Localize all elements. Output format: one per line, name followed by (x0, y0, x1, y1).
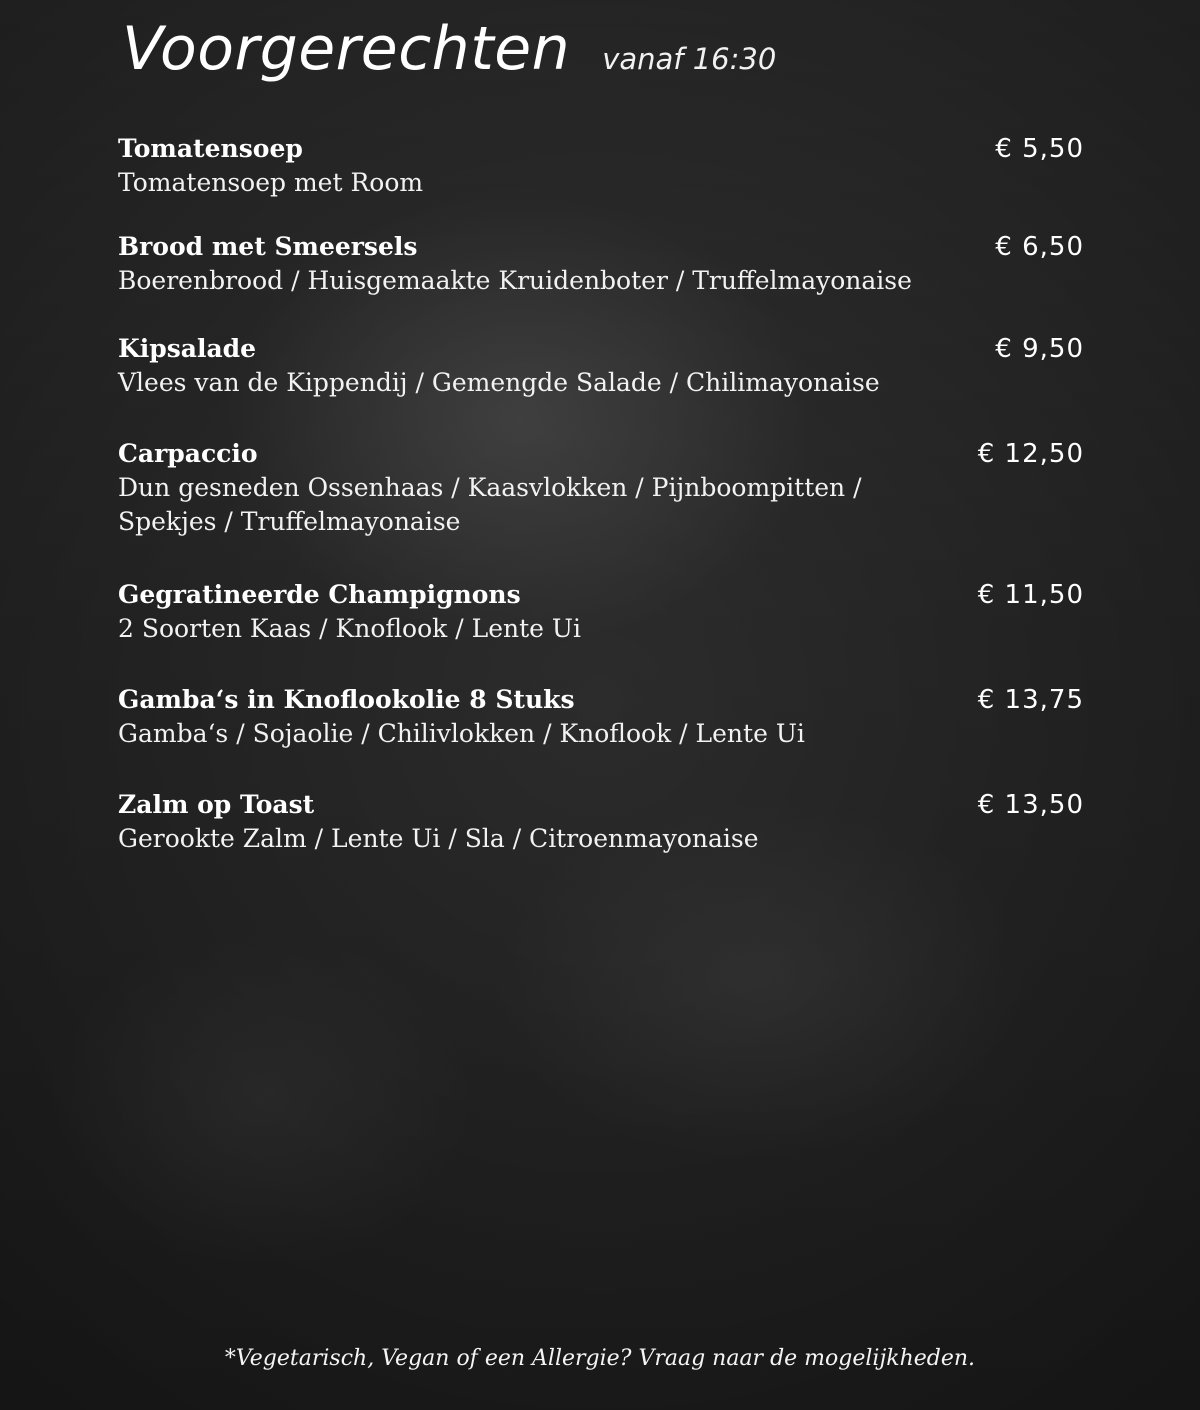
item-name: Gamba‘s in Knoflookolie 8 Stuks (118, 685, 575, 714)
menu-item-brood (118, 230, 1084, 298)
item-description: Gamba‘s / Sojaolie / Chilivlokken / Knoflook / Lente Ui (118, 719, 805, 748)
serving-time: vanaf 16:30 (602, 42, 777, 76)
item-price: € 13,50 (977, 790, 1084, 820)
page-title: Voorgerechten (122, 14, 571, 84)
item-price: € 5,50 (995, 134, 1084, 164)
item-description: Vlees van de Kippendij / Gemengde Salade / Chilimayonaise (118, 368, 880, 397)
menu-item-champignons (118, 578, 1084, 646)
item-price: € 11,50 (977, 580, 1084, 610)
item-name: Gegratineerde Champignons (118, 580, 521, 609)
item-description: Gerookte Zalm / Lente Ui / Sla / Citroenmayonaise (118, 824, 759, 853)
menu-item-tomatensoep (118, 132, 1084, 200)
item-name: Brood met Smeersels (118, 232, 418, 261)
item-price: € 6,50 (995, 232, 1084, 262)
item-name: Carpaccio (118, 439, 258, 468)
item-price: € 9,50 (995, 334, 1084, 364)
menu-item-gambas (118, 683, 1084, 751)
item-description: Tomatensoep met Room (118, 168, 424, 197)
item-description: Dun gesneden Ossenhaas / Kaasvlokken / Pijnboompitten / Spekjes / Truffelmayonaise (118, 473, 862, 536)
item-name: Kipsalade (118, 334, 257, 363)
item-name: Zalm op Toast (118, 790, 315, 819)
header (122, 14, 776, 84)
item-price: € 12,50 (977, 439, 1084, 469)
item-description: 2 Soorten Kaas / Knoflook / Lente Ui (118, 614, 581, 643)
item-description: Boerenbrood / Huisgemaakte Kruidenboter / Truffelmayonaise (118, 266, 912, 295)
item-name: Tomatensoep (118, 134, 303, 163)
allergy-note: *Vegetarisch, Vegan of een Allergie? Vraag naar de mogelijkheden. (224, 1346, 976, 1371)
menu-item-zalm (118, 788, 1084, 856)
item-price: € 13,75 (977, 685, 1084, 715)
menu-item-kipsalade (118, 332, 1084, 400)
menu-item-carpaccio (118, 437, 1084, 539)
